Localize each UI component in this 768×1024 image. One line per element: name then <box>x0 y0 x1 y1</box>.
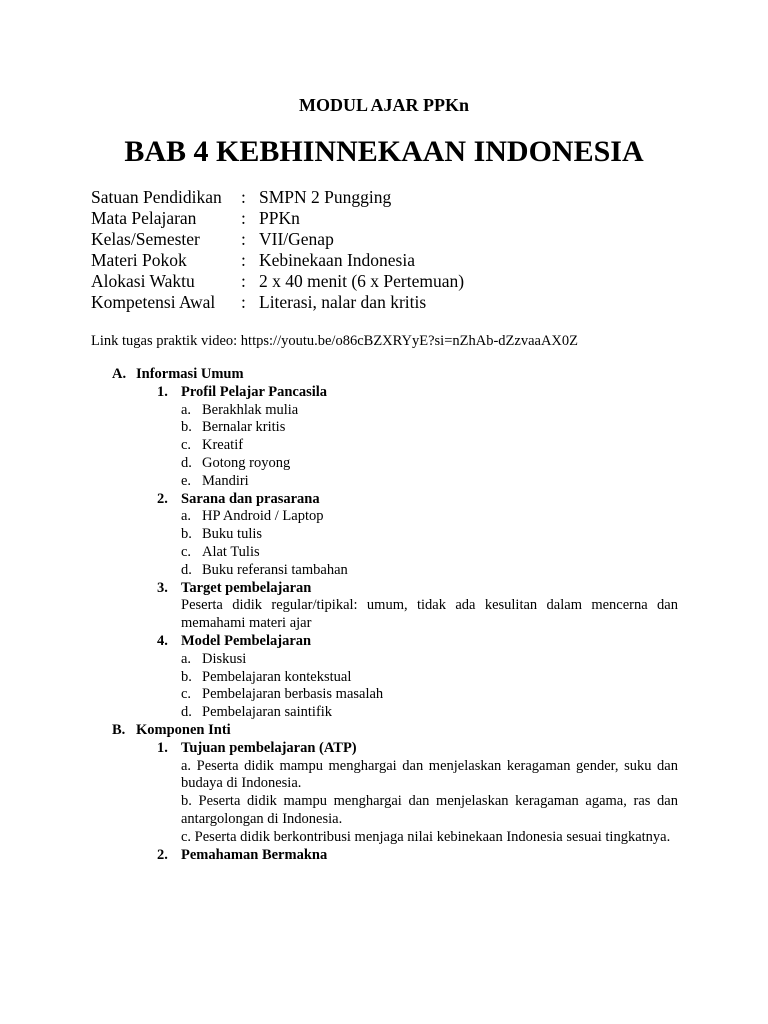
subsection-heading <box>0 580 768 598</box>
list-item <box>0 437 768 455</box>
paragraph: c. Peserta didik berkontribusi menjaga nilai kebinekaan Indonesia sesuai tingkatnya. <box>181 828 671 845</box>
subsection-number: 3. <box>157 579 168 596</box>
list-item-letter: d. <box>181 561 192 578</box>
identity-colon: : <box>241 208 246 228</box>
paragraph: b. Peserta didik mampu menghargai dan menjelaskan keragaman agama, ras dan antargolongan di Indonesia. <box>181 793 678 827</box>
subsection-heading <box>0 633 768 651</box>
list-item <box>0 473 768 491</box>
identity-value: VII/Genap <box>259 229 334 249</box>
list-item-text: Pembelajaran saintifik <box>202 704 333 721</box>
list-item-letter: b. <box>181 668 192 685</box>
section-title: Informasi Umum <box>136 366 244 382</box>
list-item-text: Mandiri <box>202 472 249 489</box>
list-item-letter: a. <box>181 508 192 525</box>
identity-value: SMPN 2 Pungging <box>259 187 392 207</box>
identity-colon: : <box>241 292 246 312</box>
module-title: MODUL AJAR PPKn <box>298 95 469 115</box>
list-item-text: Buku referansi tambahan <box>202 561 348 578</box>
subsection-title: Model Pembelajaran <box>181 632 312 649</box>
paragraph: Peserta didik regular/tipikal: umum, tidak ada kesulitan dalam mencerna dan memahami materi ajar <box>181 597 678 632</box>
list-item-text: Pembelajaran kontekstual <box>202 668 352 685</box>
identity-colon: : <box>241 229 246 249</box>
subsection-title: Pemahaman Bermakna <box>181 846 328 863</box>
subsection-heading <box>0 384 768 402</box>
section-heading <box>0 366 768 384</box>
identity-value: Kebinekaan Indonesia <box>259 250 415 270</box>
list-item-text: Alat Tulis <box>202 543 260 560</box>
section-title: Komponen Inti <box>136 721 231 738</box>
subsection-title: Tujuan pembelajaran (ATP) <box>181 739 357 756</box>
identity-value: Literasi, nalar dan kritis <box>259 292 427 312</box>
subsection-number: 1. <box>157 739 168 756</box>
subsection-title: Profil Pelajar Pancasila <box>181 383 328 400</box>
list-item <box>0 669 768 687</box>
list-item-letter: e. <box>181 472 192 489</box>
paragraph: a. Peserta didik mampu menghargai dan menjelaskan keragaman gender, suku dan budaya di Indonesia. <box>181 757 678 792</box>
list-item-text: Gotong royong <box>202 454 291 471</box>
list-item <box>0 526 768 544</box>
list-item-letter: b. <box>181 419 192 436</box>
list-item <box>0 704 768 722</box>
list-item <box>0 544 768 562</box>
identity-label: Mata Pelajaran <box>91 208 197 228</box>
subsection-number: 1. <box>157 383 168 400</box>
identity-label: Kelas/Semester <box>91 229 200 249</box>
list-item-letter: d. <box>181 454 192 471</box>
list-item <box>0 508 768 526</box>
list-item-text: Buku tulis <box>202 526 263 543</box>
subsection-number: 2. <box>157 490 168 507</box>
list-item-letter: c. <box>181 437 192 454</box>
video-task-link[interactable]: Link tugas praktik video: https://youtu.be/o86cBZXRYyE?si=nZhAb-dZzvaaAX0Z <box>91 333 579 349</box>
identity-value: PPKn <box>259 208 300 228</box>
subsection-heading <box>0 847 768 865</box>
chapter-title: BAB 4 KEBHINNEKAAN INDONESIA <box>124 135 644 168</box>
subsection-title: Target pembelajaran <box>181 579 312 596</box>
list-item-text: Bernalar kritis <box>202 419 286 436</box>
list-item <box>0 455 768 473</box>
identity-value: 2 x 40 menit (6 x Pertemuan) <box>259 271 465 291</box>
subsection-title: Sarana dan prasarana <box>181 490 320 507</box>
outline <box>0 366 768 864</box>
list-item <box>0 686 768 704</box>
list-item <box>0 651 768 669</box>
list-item-text: HP Android / Laptop <box>202 508 324 525</box>
list-item-text: Diskusi <box>202 650 247 667</box>
subsection-number: 2. <box>157 846 168 863</box>
section-letter: A. <box>112 366 127 382</box>
identity-colon: : <box>241 271 246 291</box>
list-item-text: Pembelajaran berbasis masalah <box>202 686 384 703</box>
list-item <box>0 419 768 437</box>
subsection-heading <box>0 740 768 758</box>
list-item-text: Berakhlak mulia <box>202 401 299 418</box>
list-item <box>0 402 768 420</box>
list-item-letter: d. <box>181 704 192 721</box>
subsection-number: 4. <box>157 632 168 649</box>
list-item <box>0 562 768 580</box>
identity-label: Kompetensi Awal <box>91 292 216 312</box>
list-item-letter: c. <box>181 543 192 560</box>
identity-colon: : <box>241 250 246 270</box>
identity-label: Satuan Pendidikan <box>91 187 222 207</box>
subsection-heading <box>0 491 768 509</box>
identity-label: Alokasi Waktu <box>91 271 195 291</box>
list-item-letter: b. <box>181 526 192 543</box>
section-letter: B. <box>112 721 126 738</box>
list-item-text: Kreatif <box>202 437 244 454</box>
list-item-letter: a. <box>181 401 192 418</box>
list-item-letter: c. <box>181 686 192 703</box>
section-heading <box>0 722 768 740</box>
identity-colon: : <box>241 187 246 207</box>
list-item-letter: a. <box>181 650 192 667</box>
identity-label: Materi Pokok <box>91 250 187 270</box>
